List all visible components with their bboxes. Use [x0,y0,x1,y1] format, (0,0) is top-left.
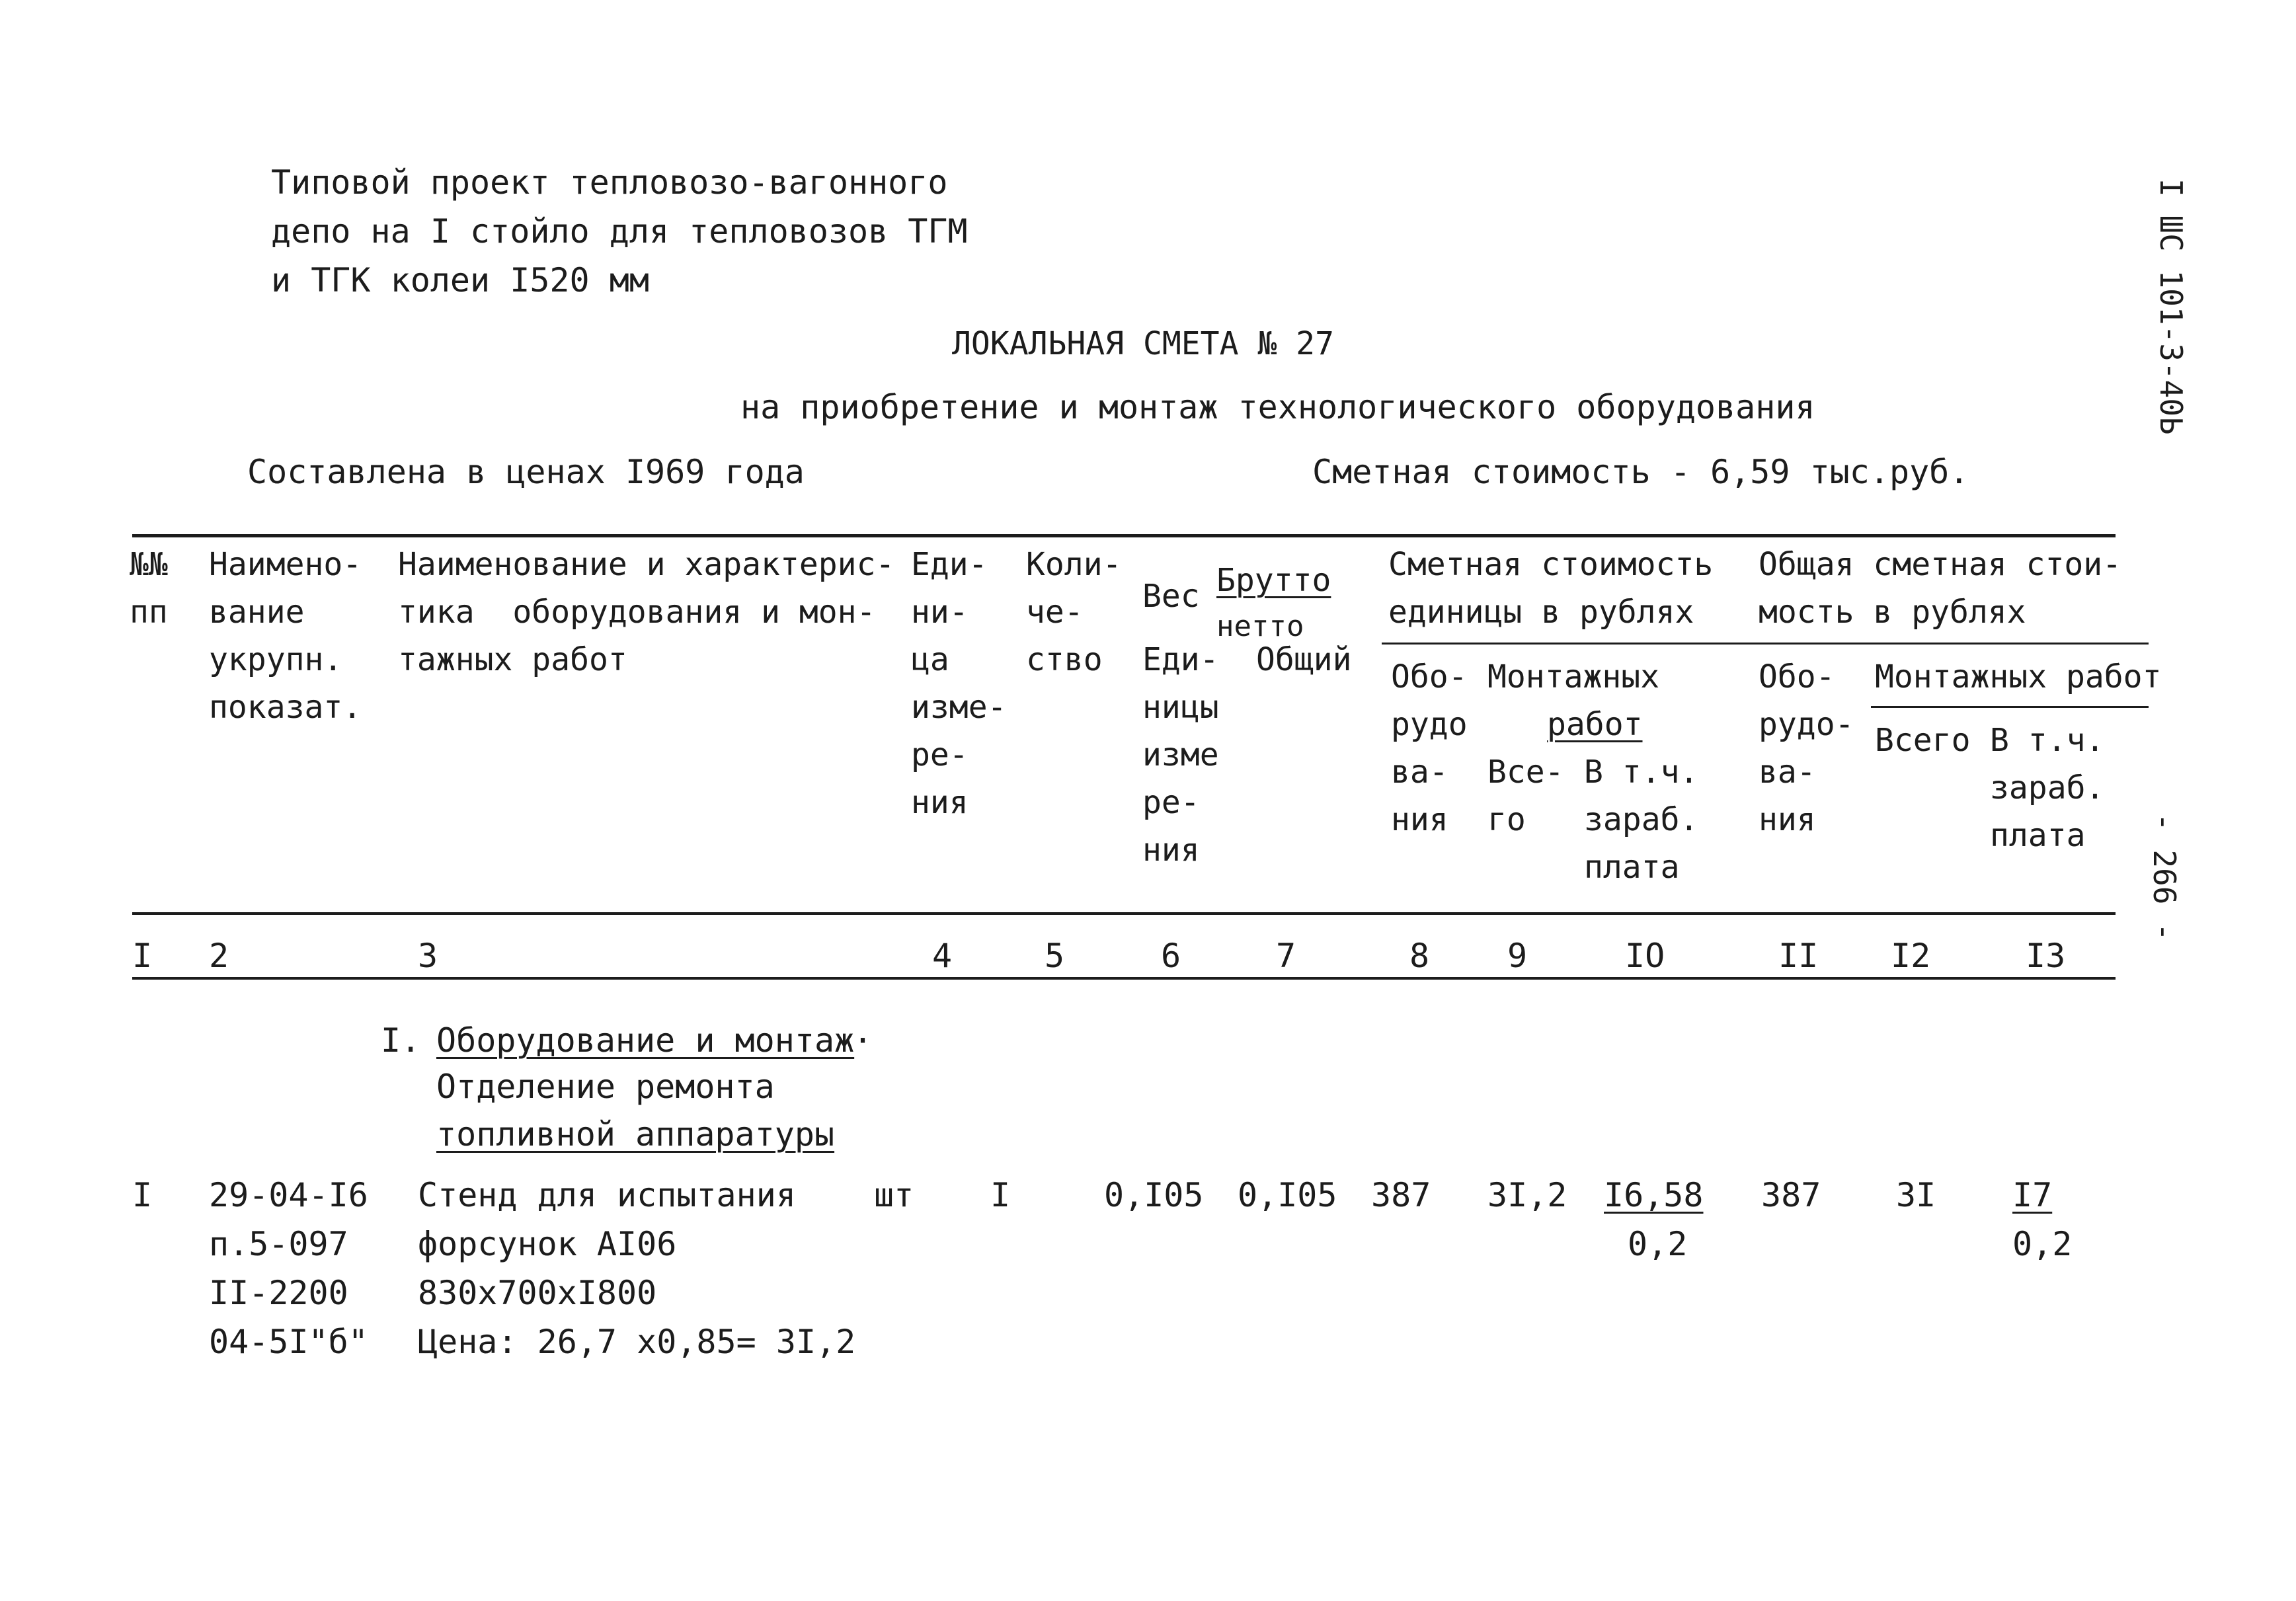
row-weight-unit: 0,I05 [1104,1176,1204,1214]
section-subtitle-1: Отделение ремонта [436,1068,775,1106]
row-mount-wage-unit: I6,58 [1604,1176,1704,1214]
section-number: I. [381,1021,421,1060]
header-col-12: Всего [1875,722,1971,759]
row-number: I [132,1176,153,1214]
header-text: Вес [1142,578,1200,615]
header-mont-title: Монтажных [1487,658,1660,695]
col-number: 3 [418,937,438,975]
row-code: II-2200 [209,1274,348,1312]
row-code: 29-04-I6 [209,1176,368,1214]
header-bottom-rule [132,912,2116,915]
header-col-7: Общий [1256,641,1352,678]
col-number: I [132,937,153,975]
header-text: изме [1142,736,1219,773]
header-text: единицы в рублях [1388,594,1694,631]
row-equipment-unit-cost: 387 [1371,1176,1431,1214]
header-text: ре- [1142,784,1200,821]
section-title-end: · [853,1021,873,1060]
header-text: ца [911,641,949,678]
header-text: ство [1026,641,1103,678]
header-text: Обо- [1759,658,1835,695]
header-text: ния [1759,801,1816,838]
col-number: 8 [1409,937,1430,975]
header-text: Брутто [1216,562,1331,599]
prices-note: Составлена в ценах I969 года [247,453,805,491]
row-description: 830х700хI800 [418,1274,657,1312]
header-text: Еди- [1142,641,1219,678]
header-text: тажных работ [398,641,627,678]
margin-page-number: - 266 - [2147,813,2182,941]
row-mount-total: 3I [1896,1176,1936,1214]
margin-stamp: I ШС 101-3-40Ь [2153,178,2189,435]
subheader-rule-unit-cost [1382,643,1752,644]
header-text: ницы [1142,689,1219,726]
header-text: Обо- [1391,658,1468,695]
header-text: Сметная стоимость [1388,546,1714,583]
header-text: В т.ч. [1990,722,2105,759]
col-number: II [1778,937,1819,975]
col-number: 4 [932,937,953,975]
header-text: го [1487,801,1526,838]
row-code: п.5-097 [209,1225,348,1263]
col-number: 9 [1507,937,1528,975]
subheader-rule-mont2 [1871,706,2149,708]
header-text: рудо [1391,706,1468,743]
header-text: рудо- [1759,706,1854,743]
header-text: плата [1584,849,1680,886]
col-number: IO [1625,937,1665,975]
header-text: вание [209,594,305,631]
header-text: ва- [1759,754,1816,791]
col-number: I2 [1891,937,1931,975]
row-code: 04-5I"б" [209,1323,368,1361]
header-text: ре- [911,736,969,773]
header-text: Наимено- [209,546,362,583]
row-mount-total-unit: 3I,2 [1487,1176,1567,1214]
header-text: че- [1026,594,1084,631]
row-description: Цена: 26,7 х0,85= 3I,2 [418,1323,856,1361]
total-cost: Сметная стоимость - 6,59 тыс.руб. [1312,453,1969,491]
header-text: В т.ч. [1584,754,1699,791]
row-description: форсунок АI06 [418,1225,677,1263]
project-line-3: и ТГК колеи I520 мм [271,261,649,299]
row-mount-wage-total-sub: 0,2 [2012,1225,2073,1263]
row-quantity: I [990,1176,1011,1214]
project-line-2: депо на I стойло для тепловозов ТГМ [271,212,968,251]
subheader-rule-total-cost [1752,643,2149,644]
header-text: ния [1142,832,1200,869]
header-text: изме- [911,689,1007,726]
header-text: зараб. [1990,769,2105,806]
row-weight-total: 0,I05 [1238,1176,1337,1214]
header-text: плата [1990,817,2086,854]
document-subtitle: на приобретение и монтаж технологического оборудования [740,388,1815,426]
header-text: ни- [911,594,969,631]
header-text: Наименование и характерис- [398,546,895,583]
header-text: пп [130,594,168,631]
col-number: 5 [1045,937,1065,975]
header-text: зараб. [1584,801,1699,838]
col-number: 2 [209,937,229,975]
col-number: 6 [1161,937,1181,975]
header-text: Все- [1487,754,1564,791]
header-text: укрупн. [209,641,343,678]
table-top-rule [132,534,2116,537]
header-text: мость в рублях [1759,594,2026,631]
header-text: показат. [209,689,362,726]
header-mont-sub: работ [1547,706,1643,743]
project-line-1: Типовой проект тепловозо-вагонного [271,163,948,202]
col-number: 7 [1276,937,1296,975]
header-text: ния [911,784,969,821]
header-mont2: Монтажных работ [1875,658,2162,695]
section-subtitle-2: топливной аппаратуры [436,1115,835,1153]
header-text: ния [1391,801,1448,838]
header-text: нетто [1216,609,1304,643]
header-text: Коли- [1026,546,1122,583]
row-description: Стенд для испытания [418,1176,796,1214]
row-mount-wage-unit-sub: 0,2 [1628,1225,1688,1263]
header-text: №№ [130,546,168,583]
header-text: Еди- [911,546,988,583]
header-text: Общая сметная стои- [1759,546,2122,583]
col-number: I3 [2026,937,2066,975]
document-title: ЛОКАЛЬНАЯ СМЕТА № 27 [952,325,1334,362]
row-mount-wage-total: I7 [2012,1176,2053,1214]
section-title: Оборудование и монтаж [436,1021,855,1060]
header-text: тика оборудования и мон- [398,594,876,631]
header-text: ва- [1391,754,1448,791]
row-equipment-total-cost: 387 [1761,1176,1821,1214]
row-unit: шт [874,1176,914,1214]
